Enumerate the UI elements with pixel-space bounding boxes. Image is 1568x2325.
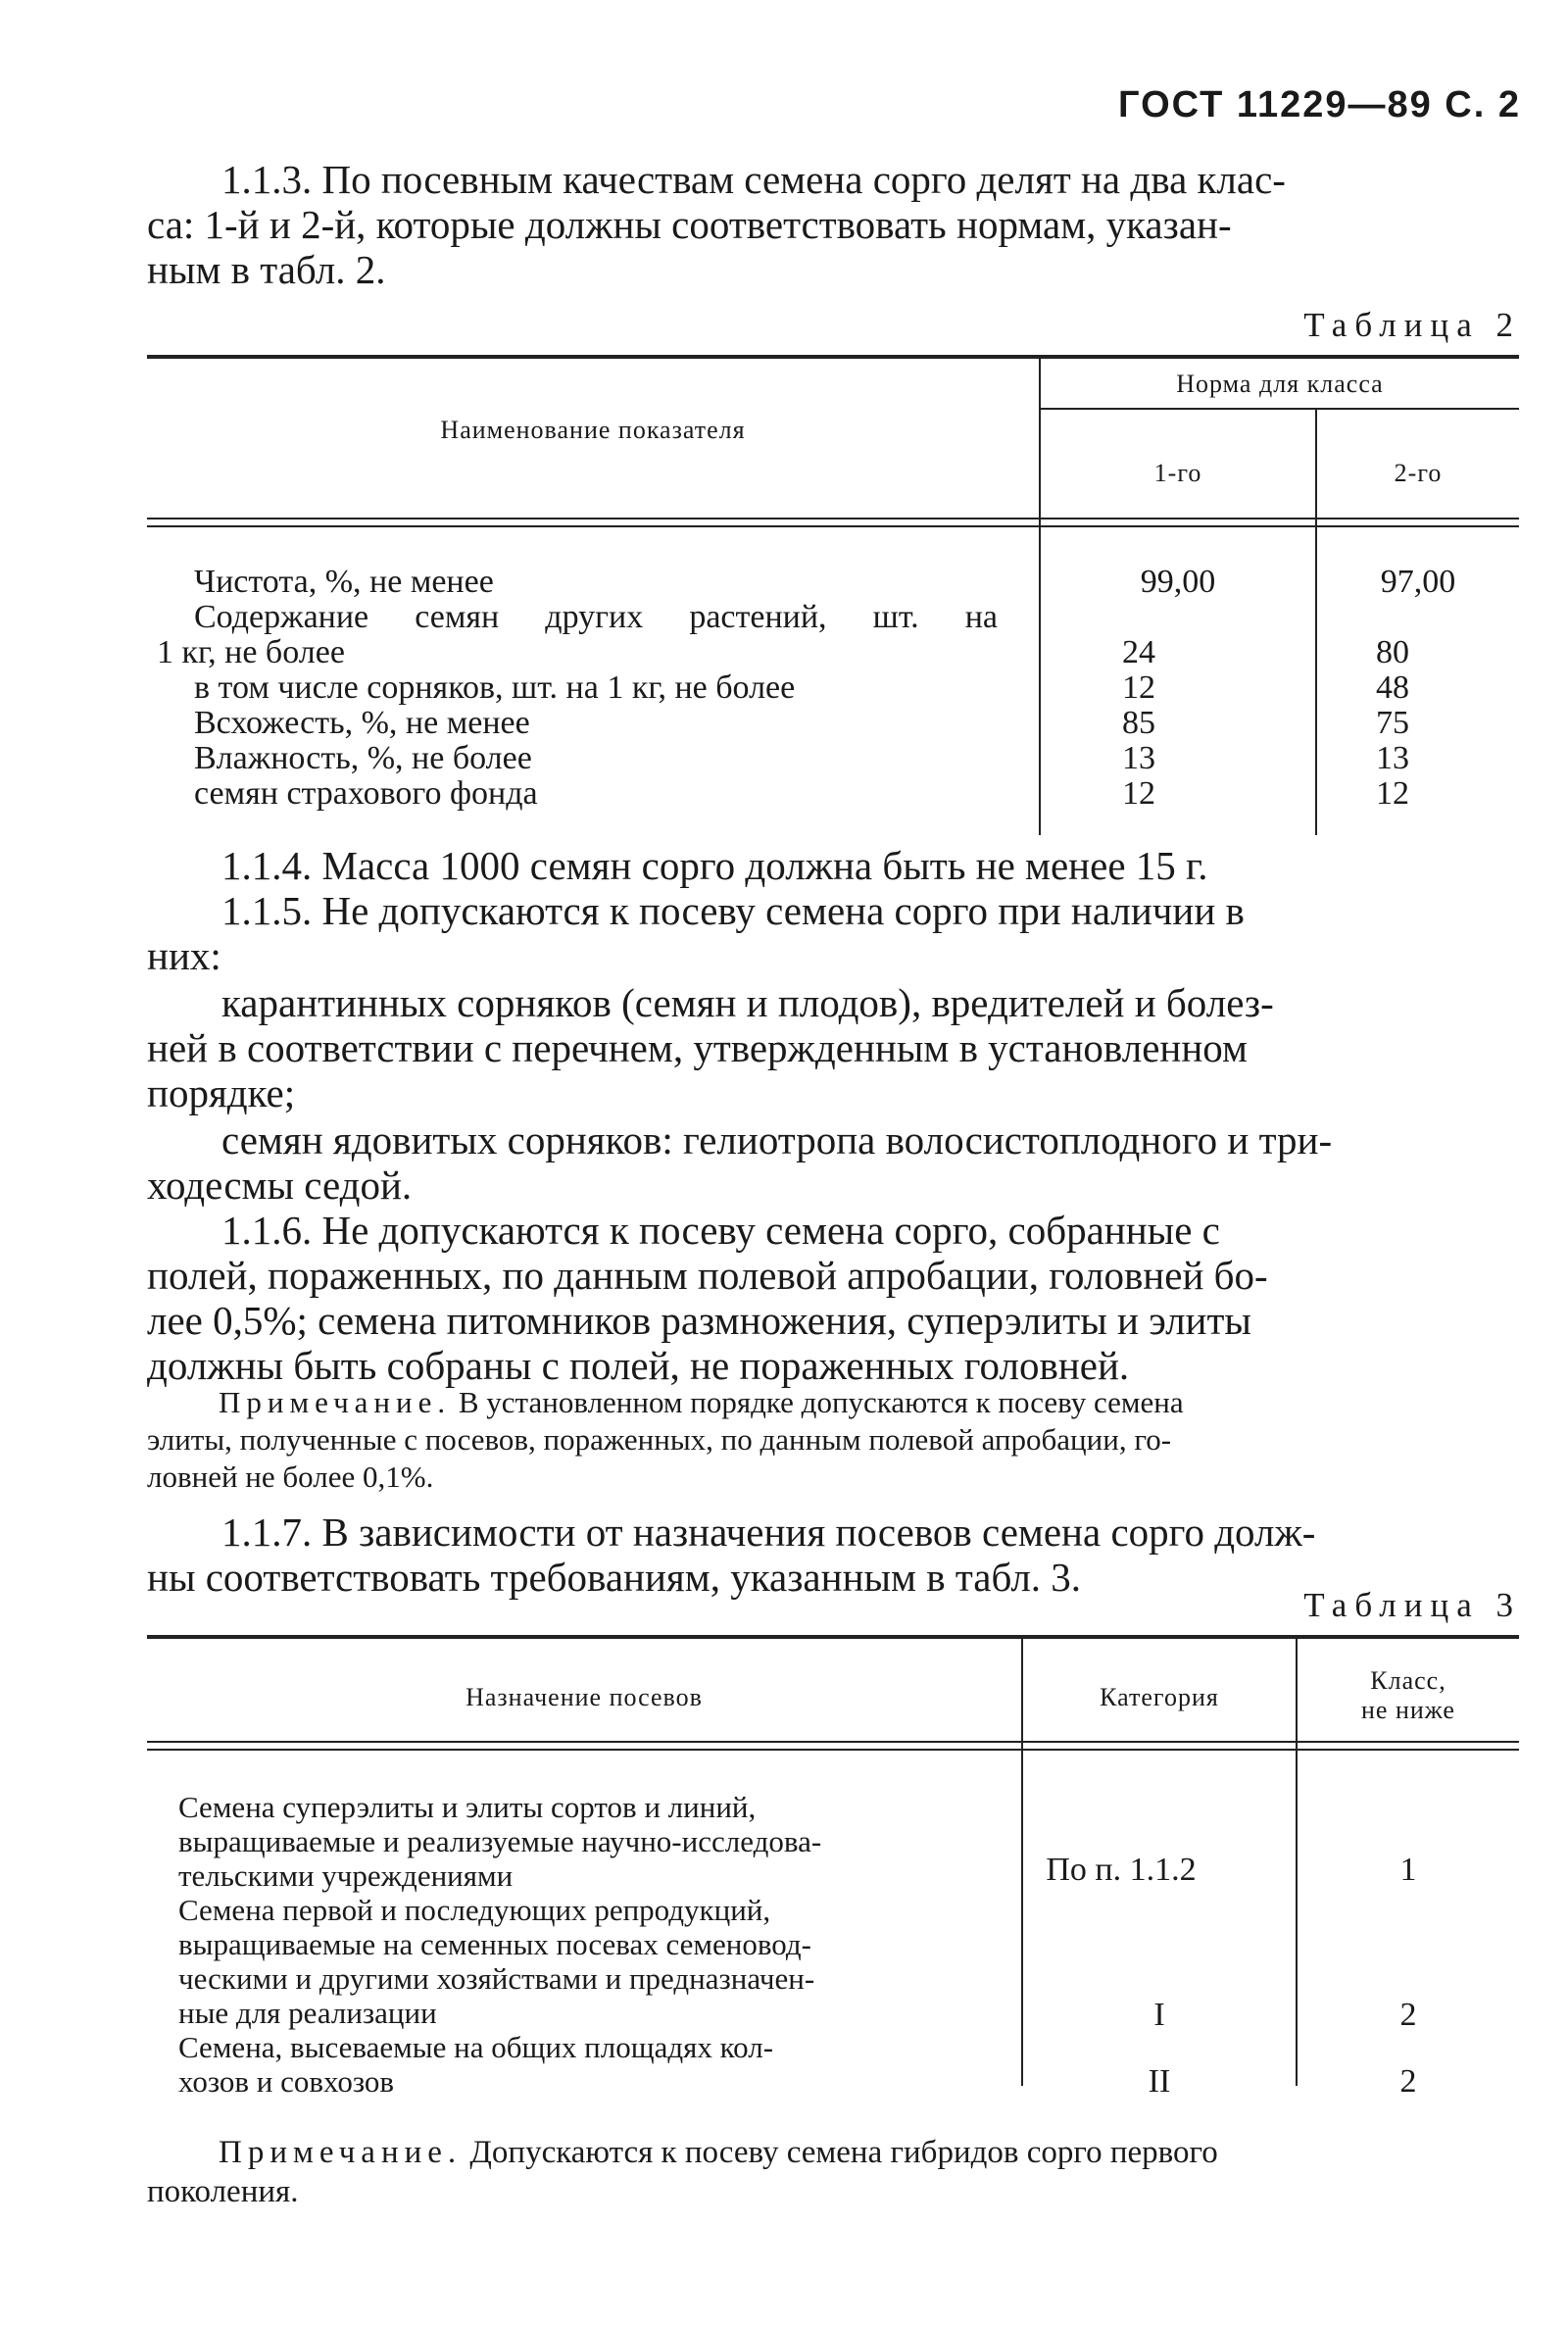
table2-top-rule xyxy=(147,355,1519,359)
table3-header-purpose: Назначение посевов xyxy=(466,1683,703,1711)
table3-row-line: ные для реализации xyxy=(178,1996,437,2030)
paragraph-line: карантинных сорняков (семян и плодов), вредителей и болез- xyxy=(221,980,1274,1025)
paragraph-line: ным в табл. 2. xyxy=(147,247,386,292)
table2-row-value: 97,00 xyxy=(1380,564,1456,600)
table3-header-rule xyxy=(147,1741,1519,1743)
paragraph-line: са: 1-й и 2-й, которые должны соответствовать нормам, указан- xyxy=(147,202,1232,247)
note-2 xyxy=(147,2133,1521,2211)
table2-group-rule xyxy=(1039,408,1519,410)
table2-row-label: 1 кг, не более xyxy=(157,634,345,670)
table3-row-line: хозов и совхозов xyxy=(178,2064,395,2099)
table3-header-class-line: не ниже xyxy=(1361,1696,1455,1724)
note-line: В установленном порядке допускаются к посеву семена xyxy=(451,1385,1184,1419)
paragraph-line: порядке; xyxy=(147,1070,296,1115)
table3-top-rule xyxy=(147,1635,1519,1639)
paragraph-line: полей, пораженных, по данным полевой апробации, головней бо- xyxy=(147,1253,1268,1298)
table2-row-value: 85 xyxy=(1122,705,1155,741)
note-line: Допускаются к посеву семена гибридов сорго первого xyxy=(462,2135,1218,2170)
table2-header-rule xyxy=(147,518,1519,519)
table3-row-line: выращиваемые на семенных посевах семеновод- xyxy=(178,1927,812,1961)
paragraph-line: 1.1.6. Не допускаются к посеву семена сорго, собранные с xyxy=(221,1208,1220,1253)
note-line: поколения. xyxy=(147,2174,299,2209)
paragraph-line: лее 0,5%; семена питомников размножения, суперэлиты и элиты xyxy=(147,1298,1251,1343)
table2-row-value: 99,00 xyxy=(1140,564,1216,600)
table3-row-category: I xyxy=(1153,1997,1165,2033)
table2-row-label: Всхожесть, %, не менее xyxy=(194,705,530,741)
table2-row-value: 75 xyxy=(1376,705,1409,741)
paragraph-1-1-5-b xyxy=(147,1117,1521,1208)
table3-row-class: 1 xyxy=(1399,1852,1417,1888)
table3-row-text xyxy=(178,1790,821,1893)
table3-header-category: Категория xyxy=(1100,1683,1219,1711)
paragraph-1-1-5-a xyxy=(147,980,1521,1115)
table2-caption: Таблица 2 xyxy=(1303,306,1521,344)
table2-row-label: Содержание семян других растений, шт. на xyxy=(194,599,998,635)
table2-row-value: 13 xyxy=(1376,740,1409,776)
table2-row-label: Чистота, %, не менее xyxy=(194,564,494,600)
table3-header-class xyxy=(1298,1666,1519,1725)
paragraph-line: ней в соответствии с перечнем, утвержденным в установленном xyxy=(147,1025,1248,1070)
table2-row-label: в том числе сорняков, шт. на 1 кг, не более xyxy=(194,669,796,706)
table3-row-text xyxy=(178,1893,814,2030)
table3-header-rule-2 xyxy=(147,1749,1519,1751)
paragraph-line: ны соответствовать требованиям, указанным в табл. 3. xyxy=(147,1555,1082,1600)
page-header: ГОСТ 11229—89 С. 2 xyxy=(1118,84,1521,125)
table2-row-value: 12 xyxy=(1122,669,1155,706)
table2-row-value: 24 xyxy=(1122,634,1155,670)
paragraph-line: 1.1.5. Не допускаются к посеву семена сорго при наличии в xyxy=(221,888,1245,933)
table3-row-text xyxy=(178,2030,773,2099)
paragraph-line: 1.1.7. В зависимости от назначения посевов семена сорго долж- xyxy=(221,1509,1316,1555)
table2-row-value: 80 xyxy=(1376,634,1409,670)
table3-row-line: тельскими учреждениями xyxy=(178,1858,514,1893)
paragraph-1-1-3 xyxy=(147,157,1521,292)
table2-row-value: 12 xyxy=(1376,775,1409,812)
paragraph-line: должны быть собраны с полей, не пораженных головней. xyxy=(147,1343,1130,1388)
note-line: ловней не более 0,1%. xyxy=(147,1459,434,1494)
paragraph-line: них: xyxy=(147,933,221,978)
table2-header-name: Наименование показателя xyxy=(440,416,746,444)
table2-header-group: Норма для класса xyxy=(1176,370,1384,398)
note-1 xyxy=(147,1384,1521,1496)
note-line: элиты, полученные с посевов, пораженных, по данным полевой апробации, го- xyxy=(147,1422,1172,1457)
table3-row-line: Семена, высеваемые на общих площадях кол- xyxy=(178,2030,774,2064)
table2-row-value: 48 xyxy=(1376,669,1409,706)
table3-row-line: выращиваемые и реализуемые научно-исследова- xyxy=(178,1824,822,1858)
table2-header-col1: 1-го xyxy=(1153,459,1202,487)
table2-header-col2: 2-го xyxy=(1394,459,1443,487)
table3-row-line: Семена первой и последующих репродукций, xyxy=(178,1893,771,1927)
table3-header-class-line: Класс, xyxy=(1370,1666,1446,1695)
table3-row-class: 2 xyxy=(1399,1997,1417,2033)
table2-row-value: 13 xyxy=(1122,740,1155,776)
paragraph-line: семян ядовитых сорняков: гелиотропа волосистоплодного и три- xyxy=(221,1117,1333,1162)
table2-row-value: 12 xyxy=(1122,775,1155,812)
paragraph-line: ходесмы седой. xyxy=(147,1162,413,1208)
paragraph-line: 1.1.4. Масса 1000 семян сорго должна быть не менее 15 г. xyxy=(221,843,1208,888)
table3-caption: Таблица 3 xyxy=(1303,1586,1521,1624)
table3-row-category: По п. 1.1.2 xyxy=(1046,1852,1197,1888)
paragraph-1-1-6 xyxy=(147,1208,1521,1388)
paragraph-1-1-5 xyxy=(147,888,1521,978)
table3-row-line: ческими и другими хозяйствами и предназначен- xyxy=(178,1961,815,1996)
table3-row-class: 2 xyxy=(1399,2063,1417,2100)
paragraph-1-1-4 xyxy=(221,843,1521,888)
table2-header-rule-2 xyxy=(147,525,1519,527)
paragraph-line: 1.1.3. По посевным качествам семена сорго делят на два клас- xyxy=(221,157,1286,202)
table2-row-label: Влажность, %, не более xyxy=(194,740,532,776)
note-label: Примечание. xyxy=(219,1385,452,1419)
note-label: Примечание. xyxy=(219,2135,463,2170)
table3-row-line: Семена суперэлиты и элиты сортов и линий, xyxy=(178,1790,757,1824)
table2-row-label: семян страхового фонда xyxy=(194,775,538,812)
table3-row-category: II xyxy=(1148,2063,1171,2100)
